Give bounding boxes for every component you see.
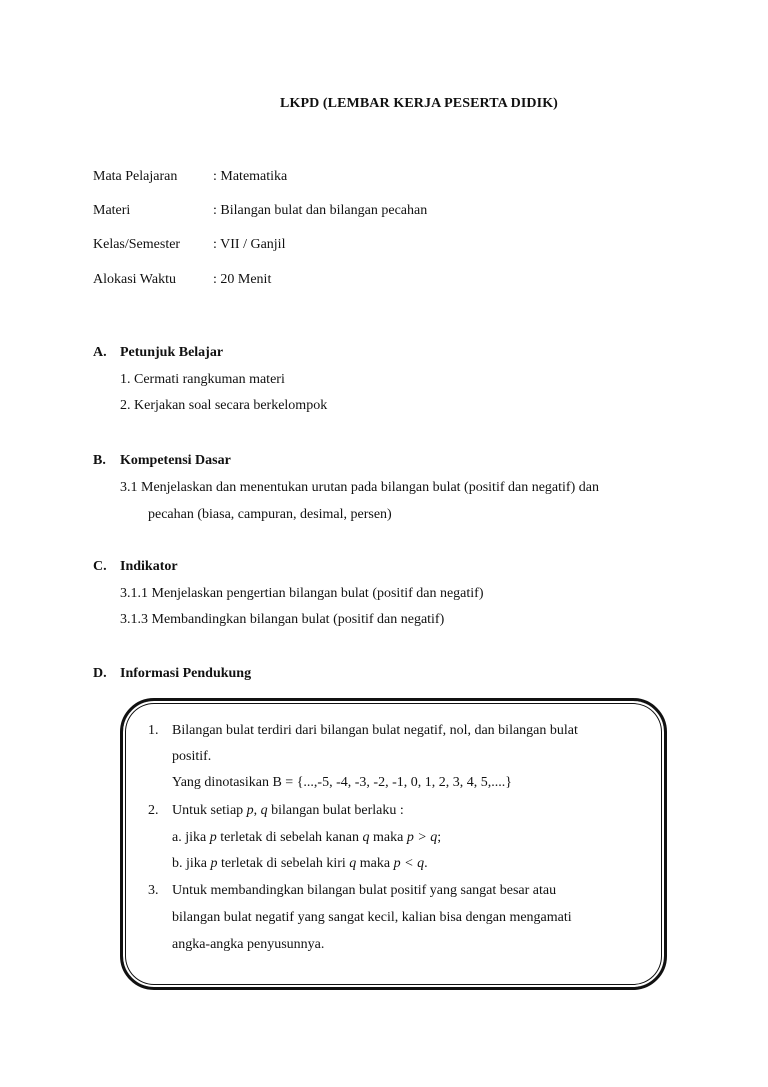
info-point-2-line-a: a. jika p terletak di sebelah kanan q maka p > q; <box>172 830 442 845</box>
section-b-line-2: pecahan (biasa, campuran, desimal, persen) <box>148 507 392 522</box>
section-d-letter: D. <box>93 666 107 681</box>
section-d-heading <box>93 666 251 682</box>
section-c-letter: C. <box>93 559 107 574</box>
section-d-title: Informasi Pendukung <box>120 666 252 681</box>
section-c-title: Indikator <box>120 559 178 574</box>
section-c-item: 3.1.3 Membandingkan bilangan bulat (positif dan negatif) <box>120 612 445 627</box>
section-b-title: Kompetensi Dasar <box>120 453 231 468</box>
meta-label-time: Alokasi Waktu <box>93 272 176 287</box>
section-a-letter: A. <box>93 345 107 360</box>
info-point-1-number: 1. <box>148 723 159 738</box>
meta-value-material: : Bilangan bulat dan bilangan pecahan <box>213 203 428 218</box>
info-point-3-line-2: bilangan bulat negatif yang sangat kecil, kalian bisa dengan mengamati <box>172 910 572 925</box>
info-point-1-line-2: positif. <box>172 749 212 764</box>
section-b-heading <box>93 453 231 469</box>
meta-value-class: : VII / Ganjil <box>213 237 286 252</box>
section-b-line-1: 3.1 Menjelaskan dan menentukan urutan pada bilangan bulat (positif dan negatif) dan <box>120 480 599 495</box>
meta-label-subject: Mata Pelajaran <box>93 169 178 184</box>
section-c-item: 3.1.1 Menjelaskan pengertian bilangan bulat (positif dan negatif) <box>120 586 484 601</box>
info-point-1-line-1: Bilangan bulat terdiri dari bilangan bulat negatif, nol, dan bilangan bulat <box>172 723 578 738</box>
section-a-title: Petunjuk Belajar <box>120 345 224 360</box>
info-point-1-notation: Yang dinotasikan B = {...,-5, -4, -3, -2, -1, 0, 1, 2, 3, 4, 5,....} <box>172 775 512 790</box>
info-point-2-number: 2. <box>148 803 159 818</box>
section-b-letter: B. <box>93 453 106 468</box>
info-point-2-line-1: Untuk setiap p, q bilangan bulat berlaku : <box>172 803 404 818</box>
info-point-3-line-1: Untuk membandingkan bilangan bulat positif yang sangat besar atau <box>172 883 557 898</box>
section-a-item: 2. Kerjakan soal secara berkelompok <box>120 398 328 413</box>
info-point-3-number: 3. <box>148 883 159 898</box>
info-point-3-line-3: angka-angka penyusunnya. <box>172 937 325 952</box>
info-point-2-line-b: b. jika p terletak di sebelah kiri q maka p < q. <box>172 856 428 871</box>
section-a-heading <box>93 345 223 361</box>
section-c-heading <box>93 559 178 575</box>
page-title: LKPD (LEMBAR KERJA PESERTA DIDIK) <box>280 96 558 111</box>
meta-value-subject: : Matematika <box>213 169 288 184</box>
meta-label-class: Kelas/Semester <box>93 237 181 252</box>
meta-label-material: Materi <box>93 203 131 218</box>
section-a-item: 1. Cermati rangkuman materi <box>120 372 285 387</box>
meta-value-time: : 20 Menit <box>213 272 272 287</box>
